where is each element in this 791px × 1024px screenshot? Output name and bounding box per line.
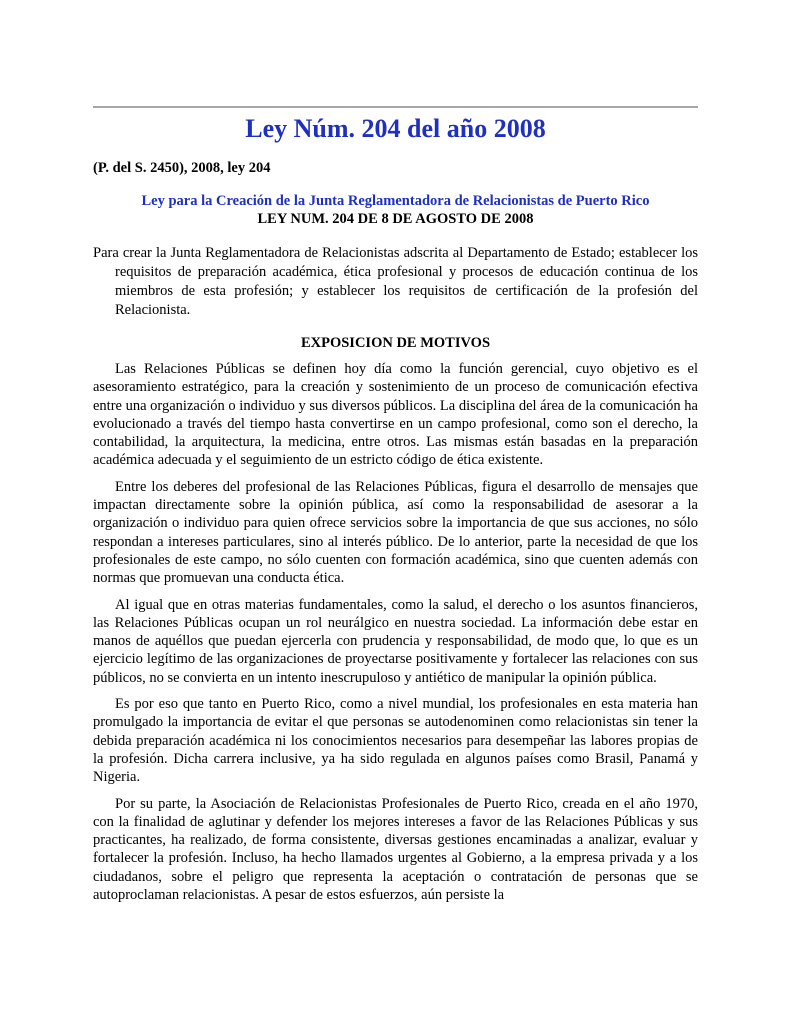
body-paragraph: Es por eso que tanto en Puerto Rico, como a nivel mundial, los profesionales en esta materia han promulgado la importancia de evitar el que personas se autodenominen como relacionistas sin tener la debida preparación académica ni los conocimientos necesarios para desempeñar las labores propias de la profesión. Dicha carrera inclusive, ya ha sido regulada en algunos países como Brasil, Panamá y Nigeria. xyxy=(93,696,698,786)
law-summary: Para crear la Junta Reglamentadora de Relacionistas adscrita al Departamento de Estado; establecer los requisitos de preparación académica, ética profesional y procesos de educación continua de los miembros de esta profesión; y establecer los requisitos de certificación de la profesión del Relacionista. xyxy=(93,245,698,318)
law-number-line: LEY NUM. 204 DE 8 DE AGOSTO DE 2008 xyxy=(257,211,534,227)
page-title: Ley Núm. 204 del año 2008 xyxy=(245,114,546,143)
section-heading: EXPOSICION DE MOTIVOS xyxy=(300,335,491,351)
header-rule xyxy=(93,106,698,108)
body-paragraph: Al igual que en otras materias fundamentales, como la salud, el derecho o los asuntos financieros, las Relaciones Públicas ocupan un rol neurálgico en nuestra sociedad. La información debe estar en manos de aquéllos que puedan ejercerla con prudencia y responsabilidad, de modo que, lo que es un ejercicio legítimo de las organizaciones de proyectarse positivamente y fortalecer las relaciones con sus públicos, no se convierta en un intento inescrupuloso y antiético de manipular la opinión pública. xyxy=(93,596,698,686)
body-paragraph: Por su parte, la Asociación de Relacionistas Profesionales de Puerto Rico, creada en el año 1970, con la finalidad de aglutinar y defender los mejores intereses a favor de las Relaciones Públicas y sus practicantes, ha realizado, de forma consistente, diversas gestiones encaminadas a analizar, evaluar y fortalecer la profesión. Incluso, ha hecho llamados urgentes al Gobierno, a la empresa privada y a los ciudadanos, sobre el peligro que representa la aceptación o contratación de personas que se autoproclaman relacionistas. A pesar de estos esfuerzos, aún persiste la xyxy=(93,795,698,904)
bill-citation: (P. del S. 2450), 2008, ley 204 xyxy=(93,160,271,176)
law-subtitle: Ley para la Creación de la Junta Reglamentadora de Relacionistas de Puerto Rico xyxy=(141,193,650,209)
body-paragraph: Las Relaciones Públicas se definen hoy día como la función gerencial, cuyo objetivo es el asesoramiento estratégico, para la creación y sostenimiento de un proceso de comunicación efectiva entre una organización o individuo y sus diversos públicos. La disciplina del área de la comunicación ha evolucionado a través del tiempo hasta convertirse en un campo profesional, como son el derecho, la contabilidad, la arquitectura, la medicina, entre otros. Las mismas están basadas en la preparación académica adecuada y el seguimiento de un estricto código de ética existente. xyxy=(93,361,698,469)
motives-body xyxy=(93,360,698,912)
body-paragraph: Entre los deberes del profesional de las Relaciones Públicas, figura el desarrollo de mensajes que impactan directamente sobre la opinión pública, así como la responsabilidad de asesorar a la organización o individuo para quien ofrece servicios sobre la importancia de que sus acciones, no sólo respondan a intereses particulares, sino al interés público. De lo anterior, parte la necesidad de que los profesionales de este campo, no sólo cuenten con formación académica, sino que cuenten además con normas que promuevan una conducta ética. xyxy=(93,478,698,587)
